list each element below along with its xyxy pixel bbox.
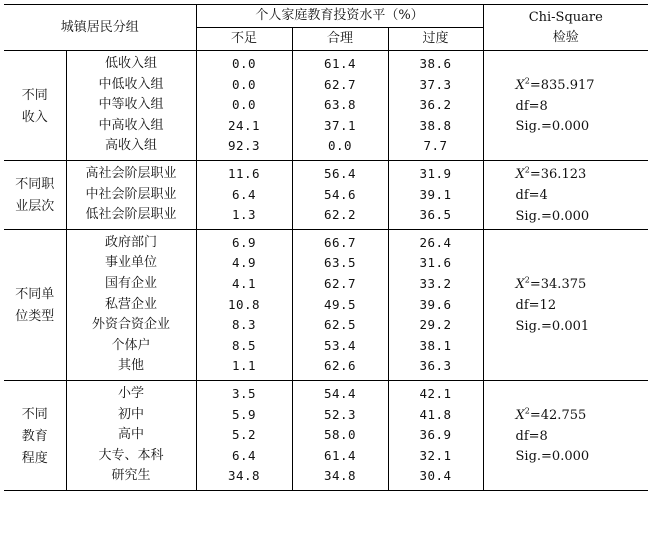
chi-square-exponent: 2 [524,76,530,86]
table-row [4,51,648,75]
group-label-line: 位类型 [15,309,55,325]
subgroup-name: 其他 [66,356,196,380]
value-reasonable: 66.7 [292,229,388,253]
value-excessive: 36.2 [388,95,483,116]
chi-square-symbol: X [515,167,525,183]
chi-square-symbol: X [515,408,525,423]
value-excessive: 30.4 [388,466,483,490]
significance: Sig.=0.000 [515,208,590,224]
value-reasonable: 61.4 [292,446,388,467]
value-excessive: 32.1 [388,446,483,467]
chi-square-symbol: X [515,78,525,94]
value-excessive: 29.2 [388,315,483,336]
value-excessive: 41.8 [388,405,483,426]
value-excessive: 26.4 [388,229,483,253]
value-excessive: 39.1 [388,185,483,206]
subgroup-name: 中等收入组 [66,95,196,116]
value-excessive: 38.8 [388,116,483,137]
value-insufficient: 24.1 [196,116,292,137]
value-insufficient: 0.0 [196,75,292,96]
group-label-line: 不同 [21,87,48,103]
subgroup-name: 事业单位 [66,253,196,274]
value-reasonable: 34.8 [292,466,388,490]
group-label-line: 业层次 [15,199,55,215]
significance: Sig.=0.000 [515,119,590,135]
chi-square-result [483,51,648,161]
subgroup-name: 研究生 [66,466,196,490]
value-reasonable: 61.4 [292,51,388,75]
value-reasonable: 52.3 [292,405,388,426]
value-reasonable: 49.5 [292,295,388,316]
chi-square-statistic [516,165,649,186]
value-insufficient: 0.0 [196,51,292,75]
chi-square-value: =34.375 [529,277,587,293]
group-label-line: 不同 [21,406,48,422]
value-insufficient: 10.8 [196,295,292,316]
significance: Sig.=0.001 [515,318,590,334]
value-excessive: 38.6 [388,51,483,75]
value-excessive: 31.9 [388,160,483,184]
subgroup-name: 个体户 [66,336,196,357]
degrees-of-freedom: df=4 [515,188,548,204]
value-insufficient: 3.5 [196,380,292,404]
value-excessive: 33.2 [388,274,483,295]
col-excessive-header: 过度 [388,28,483,51]
degrees-of-freedom: df=8 [515,428,548,444]
investment-level-header: 个人家庭教育投资水平（%） [196,5,483,28]
subgroup-name: 高中 [66,425,196,446]
value-reasonable: 62.7 [292,274,388,295]
subgroup-name: 中社会阶层职业 [66,185,196,206]
header-row-1 [4,5,648,28]
value-insufficient: 1.3 [196,205,292,229]
col-reasonable-header: 合理 [292,28,388,51]
value-reasonable: 58.0 [292,425,388,446]
col-insufficient-header: 不足 [196,28,292,51]
education-investment-table [4,4,648,491]
value-reasonable: 37.1 [292,116,388,137]
subgroup-name: 国有企业 [66,274,196,295]
value-insufficient: 8.3 [196,315,292,336]
subgroup-name: 初中 [66,405,196,426]
value-excessive: 7.7 [388,136,483,160]
value-insufficient: 8.5 [196,336,292,357]
group-label-line: 收入 [21,109,48,125]
chi-square-subtitle: 检验 [552,29,579,45]
value-insufficient: 6.4 [196,446,292,467]
value-reasonable: 54.4 [292,380,388,404]
value-excessive: 39.6 [388,295,483,316]
chi-square-title: Chi-Square [528,9,603,25]
subgroup-name: 政府部门 [66,229,196,253]
table-body [4,51,648,491]
group-label [4,380,66,490]
degrees-of-freedom: df=8 [515,98,548,114]
table-row [4,380,648,404]
chi-square-statistic [516,275,649,296]
chi-square-exponent: 2 [524,276,530,286]
group-column-header: 城镇居民分组 [4,5,196,51]
value-reasonable: 62.6 [292,356,388,380]
value-excessive: 37.3 [388,75,483,96]
subgroup-name: 中低收入组 [66,75,196,96]
subgroup-name: 低收入组 [66,51,196,75]
chi-square-result [483,229,648,380]
value-insufficient: 34.8 [196,466,292,490]
chi-square-header [483,5,648,51]
value-reasonable: 63.5 [292,253,388,274]
subgroup-name: 高社会阶层职业 [66,160,196,184]
degrees-of-freedom: df=12 [515,298,557,314]
subgroup-name: 私营企业 [66,295,196,316]
value-excessive: 31.6 [388,253,483,274]
value-insufficient: 92.3 [196,136,292,160]
chi-square-result [483,160,648,229]
chi-square-result [483,380,648,490]
value-excessive: 42.1 [388,380,483,404]
value-insufficient: 6.9 [196,229,292,253]
value-reasonable: 63.8 [292,95,388,116]
group-label [4,160,66,229]
group-label-line: 教育 [21,428,48,444]
value-insufficient: 4.9 [196,253,292,274]
chi-square-value: =42.755 [529,408,587,423]
value-excessive: 36.9 [388,425,483,446]
value-reasonable: 62.7 [292,75,388,96]
value-reasonable: 0.0 [292,136,388,160]
group-label [4,51,66,161]
subgroup-name: 小学 [66,380,196,404]
value-insufficient: 5.2 [196,425,292,446]
value-excessive: 36.5 [388,205,483,229]
chi-square-value: =36.123 [529,167,587,183]
value-reasonable: 62.2 [292,205,388,229]
subgroup-name: 中高收入组 [66,116,196,137]
chi-square-statistic [516,406,649,427]
chi-square-symbol: X [515,277,525,293]
group-label-line: 不同职 [15,177,55,193]
chi-square-exponent: 2 [524,166,530,176]
chi-square-value: =835.917 [529,78,595,94]
value-insufficient: 1.1 [196,356,292,380]
value-reasonable: 54.6 [292,185,388,206]
subgroup-name: 大专、本科 [66,446,196,467]
value-insufficient: 0.0 [196,95,292,116]
group-label [4,229,66,380]
table-row [4,229,648,253]
group-label-line: 程度 [21,450,48,466]
chi-square-exponent: 2 [524,406,530,416]
value-insufficient: 5.9 [196,405,292,426]
subgroup-name: 低社会阶层职业 [66,205,196,229]
value-excessive: 38.1 [388,336,483,357]
value-reasonable: 62.5 [292,315,388,336]
value-insufficient: 4.1 [196,274,292,295]
table-row [4,160,648,184]
value-insufficient: 6.4 [196,185,292,206]
chi-square-statistic [516,76,649,97]
subgroup-name: 高收入组 [66,136,196,160]
value-excessive: 36.3 [388,356,483,380]
value-reasonable: 53.4 [292,336,388,357]
group-label-line: 不同单 [15,287,55,303]
value-reasonable: 56.4 [292,160,388,184]
value-insufficient: 11.6 [196,160,292,184]
subgroup-name: 外资合资企业 [66,315,196,336]
significance: Sig.=0.000 [515,449,590,465]
